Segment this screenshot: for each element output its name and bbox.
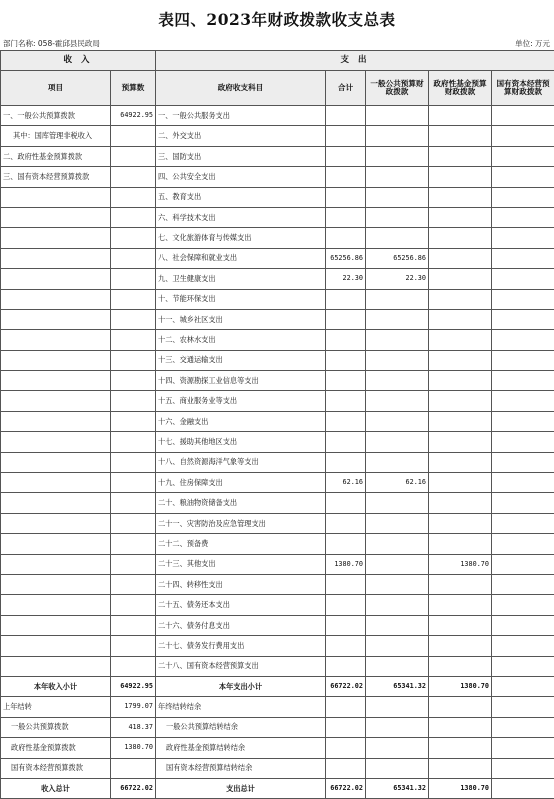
- expense-fund-cell: [429, 248, 492, 268]
- expense-general-cell: [366, 350, 429, 370]
- expense-total-cell: [326, 187, 366, 207]
- unit-label: 单位: 万元: [515, 38, 550, 49]
- expense-total-cell: [326, 126, 366, 146]
- expense-fund-cell: 1380.70: [429, 778, 492, 798]
- expense-general-cell: [366, 126, 429, 146]
- expense-general-cell: [366, 554, 429, 574]
- expense-fund-cell: [429, 126, 492, 146]
- carryover-row: [1, 738, 554, 758]
- expense-fund-cell: [429, 493, 492, 513]
- expense-fund-cell: [429, 350, 492, 370]
- expense-total-cell: 62.16: [326, 473, 366, 493]
- expense-item-cell: 五、教育支出: [156, 187, 326, 207]
- income-budget-cell: [111, 269, 156, 289]
- expense-state-capital-cell: [492, 534, 554, 554]
- income-item-cell: 其中：国库管理非税收入: [1, 126, 111, 146]
- expense-general-cell: [366, 513, 429, 533]
- expense-general-cell: [366, 574, 429, 594]
- expense-total-cell: [326, 350, 366, 370]
- income-item-cell: [1, 371, 111, 391]
- col-header-state-capital: 国有资本经营预算财政拨款: [492, 71, 554, 106]
- expense-fund-cell: [429, 330, 492, 350]
- expense-fund-cell: [429, 758, 492, 778]
- expense-fund-cell: [429, 615, 492, 635]
- expense-fund-cell: [429, 411, 492, 431]
- expense-fund-cell: [429, 207, 492, 227]
- expense-state-capital-cell: [492, 595, 554, 615]
- expense-total-cell: [326, 391, 366, 411]
- income-item-cell: 一、一般公共预算拨款: [1, 106, 111, 126]
- income-item-cell: [1, 411, 111, 431]
- expense-fund-cell: 1380.70: [429, 554, 492, 574]
- expense-fund-cell: [429, 289, 492, 309]
- income-item-cell: [1, 289, 111, 309]
- income-budget-cell: [111, 595, 156, 615]
- expense-general-cell: 22.30: [366, 269, 429, 289]
- expense-general-cell: [366, 636, 429, 656]
- income-budget-cell: 66722.02: [111, 778, 156, 798]
- income-budget-cell: [111, 248, 156, 268]
- expense-total-cell: [326, 371, 366, 391]
- income-item-cell: [1, 432, 111, 452]
- subtotal-row: [1, 676, 554, 696]
- income-budget-cell: [111, 228, 156, 248]
- expense-general-cell: [366, 371, 429, 391]
- table-row: [1, 452, 554, 472]
- expense-general-cell: [366, 146, 429, 166]
- col-header-item: 项目: [1, 71, 111, 106]
- expense-general-cell: [366, 452, 429, 472]
- income-budget-cell: 64922.95: [111, 676, 156, 696]
- table-row: [1, 411, 554, 431]
- expense-state-capital-cell: [492, 636, 554, 656]
- income-item-cell: [1, 330, 111, 350]
- expense-general-cell: [366, 615, 429, 635]
- table-row: [1, 228, 554, 248]
- expense-state-capital-cell: [492, 738, 554, 758]
- expense-general-cell: [366, 534, 429, 554]
- income-item-cell: 一般公共预算拨款: [1, 717, 111, 737]
- expense-state-capital-cell: [492, 758, 554, 778]
- expense-item-cell: 十八、自然资源海洋气象等支出: [156, 452, 326, 472]
- expense-state-capital-cell: [492, 146, 554, 166]
- expense-item-cell: 八、社会保障和就业支出: [156, 248, 326, 268]
- table-row: [1, 207, 554, 227]
- table-row: [1, 656, 554, 676]
- expense-general-cell: [366, 493, 429, 513]
- expense-fund-cell: [429, 228, 492, 248]
- expense-state-capital-cell: [492, 289, 554, 309]
- section-header-row: [1, 51, 554, 71]
- expense-total-cell: [326, 452, 366, 472]
- income-item-cell: 三、国有资本经营预算拨款: [1, 167, 111, 187]
- expense-total-cell: 22.30: [326, 269, 366, 289]
- table-row: [1, 289, 554, 309]
- expense-item-cell: 十六、金融支出: [156, 411, 326, 431]
- expense-state-capital-cell: [492, 106, 554, 126]
- income-item-cell: [1, 248, 111, 268]
- income-item-cell: 国有资本经营预算拨款: [1, 758, 111, 778]
- expense-fund-cell: [429, 656, 492, 676]
- expense-fund-cell: [429, 473, 492, 493]
- expense-state-capital-cell: [492, 778, 554, 798]
- expense-state-capital-cell: [492, 574, 554, 594]
- expense-state-capital-cell: [492, 717, 554, 737]
- table-row: [1, 126, 554, 146]
- department-label: 部门名称: 058-霍邱县民政局: [3, 38, 100, 49]
- income-item-cell: [1, 228, 111, 248]
- expense-total-cell: [326, 432, 366, 452]
- expense-state-capital-cell: [492, 167, 554, 187]
- expense-total-cell: [326, 656, 366, 676]
- expense-item-cell: 年终结转结余: [156, 697, 326, 717]
- expense-fund-cell: [429, 106, 492, 126]
- expense-item-cell: 十、节能环保支出: [156, 289, 326, 309]
- table-row: [1, 309, 554, 329]
- expense-state-capital-cell: [492, 676, 554, 696]
- expense-total-cell: 66722.02: [326, 676, 366, 696]
- expense-total-cell: [326, 167, 366, 187]
- expense-general-cell: [366, 758, 429, 778]
- expense-state-capital-cell: [492, 432, 554, 452]
- col-header-fund: 政府性基金预算财政拨款: [429, 71, 492, 106]
- expense-fund-cell: [429, 432, 492, 452]
- expense-state-capital-cell: [492, 309, 554, 329]
- income-budget-cell: [111, 126, 156, 146]
- report-title: 表四、2023年财政拨款收支总表: [0, 8, 554, 30]
- expense-fund-cell: [429, 146, 492, 166]
- income-item-cell: [1, 574, 111, 594]
- expense-total-cell: [326, 574, 366, 594]
- income-item-cell: 二、政府性基金预算拨款: [1, 146, 111, 166]
- income-item-cell: 上年结转: [1, 697, 111, 717]
- expense-general-cell: [366, 595, 429, 615]
- expense-general-cell: [366, 656, 429, 676]
- expense-section-header: 支 出: [156, 51, 554, 71]
- table-row: [1, 432, 554, 452]
- expense-item-cell: 二十三、其他支出: [156, 554, 326, 574]
- table-row: [1, 574, 554, 594]
- income-item-cell: [1, 636, 111, 656]
- expense-item-cell: 十五、商业服务业等支出: [156, 391, 326, 411]
- income-item-cell: [1, 452, 111, 472]
- income-item-cell: [1, 350, 111, 370]
- income-item-cell: [1, 473, 111, 493]
- expense-general-cell: 65256.86: [366, 248, 429, 268]
- income-budget-cell: [111, 656, 156, 676]
- income-budget-cell: [111, 432, 156, 452]
- expense-fund-cell: [429, 717, 492, 737]
- expense-fund-cell: [429, 167, 492, 187]
- income-item-cell: [1, 207, 111, 227]
- expense-general-cell: [366, 717, 429, 737]
- expense-state-capital-cell: [492, 248, 554, 268]
- expense-fund-cell: [429, 309, 492, 329]
- expense-general-cell: [366, 187, 429, 207]
- income-item-cell: [1, 513, 111, 533]
- expense-state-capital-cell: [492, 615, 554, 635]
- expense-general-cell: [366, 391, 429, 411]
- income-budget-cell: [111, 207, 156, 227]
- grand-total-row: [1, 778, 554, 798]
- expense-item-cell: 六、科学技术支出: [156, 207, 326, 227]
- expense-item-cell: 二十、粮油物资储备支出: [156, 493, 326, 513]
- expense-general-cell: [366, 738, 429, 758]
- expense-item-cell: 一般公共预算结转结余: [156, 717, 326, 737]
- expense-fund-cell: [429, 269, 492, 289]
- expense-total-cell: [326, 636, 366, 656]
- table-row: [1, 371, 554, 391]
- expense-item-cell: 一、一般公共服务支出: [156, 106, 326, 126]
- table-row: [1, 473, 554, 493]
- expense-item-cell: 九、卫生健康支出: [156, 269, 326, 289]
- expense-fund-cell: [429, 636, 492, 656]
- expense-general-cell: [366, 106, 429, 126]
- expense-total-cell: [326, 330, 366, 350]
- expense-general-cell: [366, 697, 429, 717]
- expense-item-cell: 十二、农林水支出: [156, 330, 326, 350]
- budget-summary-table: [0, 50, 554, 799]
- expense-total-cell: [326, 697, 366, 717]
- expense-total-cell: 65256.86: [326, 248, 366, 268]
- expense-state-capital-cell: [492, 330, 554, 350]
- income-budget-cell: [111, 187, 156, 207]
- expense-item-cell: 二十六、债务付息支出: [156, 615, 326, 635]
- income-budget-cell: [111, 473, 156, 493]
- income-budget-cell: [111, 758, 156, 778]
- table-row: [1, 146, 554, 166]
- table-row: [1, 269, 554, 289]
- expense-fund-cell: [429, 452, 492, 472]
- income-budget-cell: [111, 289, 156, 309]
- table-row: [1, 350, 554, 370]
- expense-item-cell: 二十七、债务发行费用支出: [156, 636, 326, 656]
- income-item-cell: [1, 615, 111, 635]
- table-row: [1, 595, 554, 615]
- income-budget-cell: [111, 574, 156, 594]
- expense-state-capital-cell: [492, 228, 554, 248]
- income-item-cell: [1, 493, 111, 513]
- expense-item-cell: 二十四、转移性支出: [156, 574, 326, 594]
- expense-general-cell: [366, 432, 429, 452]
- expense-general-cell: 65341.32: [366, 778, 429, 798]
- income-budget-cell: 1799.07: [111, 697, 156, 717]
- table-row: [1, 106, 554, 126]
- income-budget-cell: 418.37: [111, 717, 156, 737]
- expense-total-cell: [326, 309, 366, 329]
- col-header-general: 一般公共预算财政拨款: [366, 71, 429, 106]
- expense-general-cell: 65341.32: [366, 676, 429, 696]
- expense-state-capital-cell: [492, 350, 554, 370]
- expense-item-cell: 二十八、国有资本经营预算支出: [156, 656, 326, 676]
- expense-total-cell: [326, 595, 366, 615]
- expense-state-capital-cell: [492, 656, 554, 676]
- expense-total-cell: [326, 738, 366, 758]
- income-budget-cell: [111, 371, 156, 391]
- income-budget-cell: 64922.95: [111, 106, 156, 126]
- expense-item-cell: 政府性基金预算结转结余: [156, 738, 326, 758]
- expense-item-cell: 十一、城乡社区支出: [156, 309, 326, 329]
- table-row: [1, 391, 554, 411]
- income-budget-cell: [111, 452, 156, 472]
- income-item-cell: [1, 595, 111, 615]
- income-budget-cell: [111, 146, 156, 166]
- expense-item-cell: 十四、资源勘探工业信息等支出: [156, 371, 326, 391]
- expense-total-cell: [326, 289, 366, 309]
- expense-total-cell: [326, 411, 366, 431]
- expense-item-cell: 支出总计: [156, 778, 326, 798]
- expense-general-cell: [366, 309, 429, 329]
- expense-item-cell: 三、国防支出: [156, 146, 326, 166]
- expense-general-cell: [366, 411, 429, 431]
- income-budget-cell: [111, 309, 156, 329]
- expense-total-cell: [326, 717, 366, 737]
- expense-state-capital-cell: [492, 269, 554, 289]
- expense-fund-cell: [429, 595, 492, 615]
- expense-total-cell: [326, 493, 366, 513]
- expense-item-cell: 本年支出小计: [156, 676, 326, 696]
- expense-item-cell: 十三、交通运输支出: [156, 350, 326, 370]
- income-budget-cell: [111, 167, 156, 187]
- income-item-cell: [1, 269, 111, 289]
- expense-item-cell: 二、外交支出: [156, 126, 326, 146]
- expense-total-cell: 1380.70: [326, 554, 366, 574]
- expense-total-cell: [326, 207, 366, 227]
- expense-fund-cell: [429, 697, 492, 717]
- expense-fund-cell: [429, 513, 492, 533]
- income-budget-cell: [111, 615, 156, 635]
- expense-item-cell: 十九、住房保障支出: [156, 473, 326, 493]
- income-budget-cell: [111, 391, 156, 411]
- expense-fund-cell: [429, 371, 492, 391]
- expense-general-cell: [366, 207, 429, 227]
- col-header-total: 合计: [326, 71, 366, 106]
- expense-fund-cell: 1380.70: [429, 676, 492, 696]
- expense-state-capital-cell: [492, 207, 554, 227]
- table-row: [1, 534, 554, 554]
- column-header-row: [1, 71, 554, 106]
- expense-fund-cell: [429, 738, 492, 758]
- expense-general-cell: 62.16: [366, 473, 429, 493]
- expense-general-cell: [366, 228, 429, 248]
- income-budget-cell: [111, 534, 156, 554]
- expense-total-cell: [326, 513, 366, 533]
- table-row: [1, 187, 554, 207]
- table-row: [1, 248, 554, 268]
- expense-total-cell: [326, 106, 366, 126]
- table-row: [1, 167, 554, 187]
- expense-state-capital-cell: [492, 452, 554, 472]
- expense-total-cell: [326, 615, 366, 635]
- income-item-cell: [1, 554, 111, 574]
- expense-total-cell: 66722.02: [326, 778, 366, 798]
- expense-item-cell: 二十五、债务还本支出: [156, 595, 326, 615]
- table-row: [1, 513, 554, 533]
- income-budget-cell: [111, 350, 156, 370]
- expense-item-cell: 四、公共安全支出: [156, 167, 326, 187]
- income-section-header: 收 入: [1, 51, 156, 71]
- income-item-cell: [1, 187, 111, 207]
- income-item-cell: [1, 656, 111, 676]
- expense-general-cell: [366, 167, 429, 187]
- expense-item-cell: 二十一、灾害防治及应急管理支出: [156, 513, 326, 533]
- income-budget-cell: 1380.70: [111, 738, 156, 758]
- income-item-cell: 政府性基金预算拨款: [1, 738, 111, 758]
- expense-item-cell: 七、文化旅游体育与传媒支出: [156, 228, 326, 248]
- table-row: [1, 330, 554, 350]
- income-budget-cell: [111, 636, 156, 656]
- expense-state-capital-cell: [492, 697, 554, 717]
- expense-state-capital-cell: [492, 391, 554, 411]
- income-item-cell: 本年收入小计: [1, 676, 111, 696]
- carryover-row: [1, 717, 554, 737]
- expense-item-cell: 十七、援助其他地区支出: [156, 432, 326, 452]
- carryover-row: [1, 697, 554, 717]
- income-item-cell: [1, 534, 111, 554]
- expense-state-capital-cell: [492, 493, 554, 513]
- expense-fund-cell: [429, 391, 492, 411]
- expense-state-capital-cell: [492, 187, 554, 207]
- expense-total-cell: [326, 228, 366, 248]
- expense-fund-cell: [429, 574, 492, 594]
- expense-fund-cell: [429, 534, 492, 554]
- income-budget-cell: [111, 330, 156, 350]
- expense-state-capital-cell: [492, 554, 554, 574]
- income-item-cell: [1, 391, 111, 411]
- expense-total-cell: [326, 534, 366, 554]
- expense-general-cell: [366, 330, 429, 350]
- expense-state-capital-cell: [492, 411, 554, 431]
- table-row: [1, 554, 554, 574]
- income-budget-cell: [111, 554, 156, 574]
- expense-state-capital-cell: [492, 513, 554, 533]
- income-item-cell: [1, 309, 111, 329]
- expense-state-capital-cell: [492, 126, 554, 146]
- expense-general-cell: [366, 289, 429, 309]
- table-row: [1, 615, 554, 635]
- expense-total-cell: [326, 758, 366, 778]
- expense-state-capital-cell: [492, 473, 554, 493]
- carryover-row: [1, 758, 554, 778]
- expense-item-cell: 二十二、预备费: [156, 534, 326, 554]
- income-budget-cell: [111, 411, 156, 431]
- expense-item-cell: 国有资本经营预算结转结余: [156, 758, 326, 778]
- income-budget-cell: [111, 513, 156, 533]
- table-row: [1, 493, 554, 513]
- table-row: [1, 636, 554, 656]
- expense-state-capital-cell: [492, 371, 554, 391]
- col-header-budget: 预算数: [111, 71, 156, 106]
- income-budget-cell: [111, 493, 156, 513]
- expense-fund-cell: [429, 187, 492, 207]
- col-header-expense-item: 政府收支科目: [156, 71, 326, 106]
- income-item-cell: 收入总计: [1, 778, 111, 798]
- expense-total-cell: [326, 146, 366, 166]
